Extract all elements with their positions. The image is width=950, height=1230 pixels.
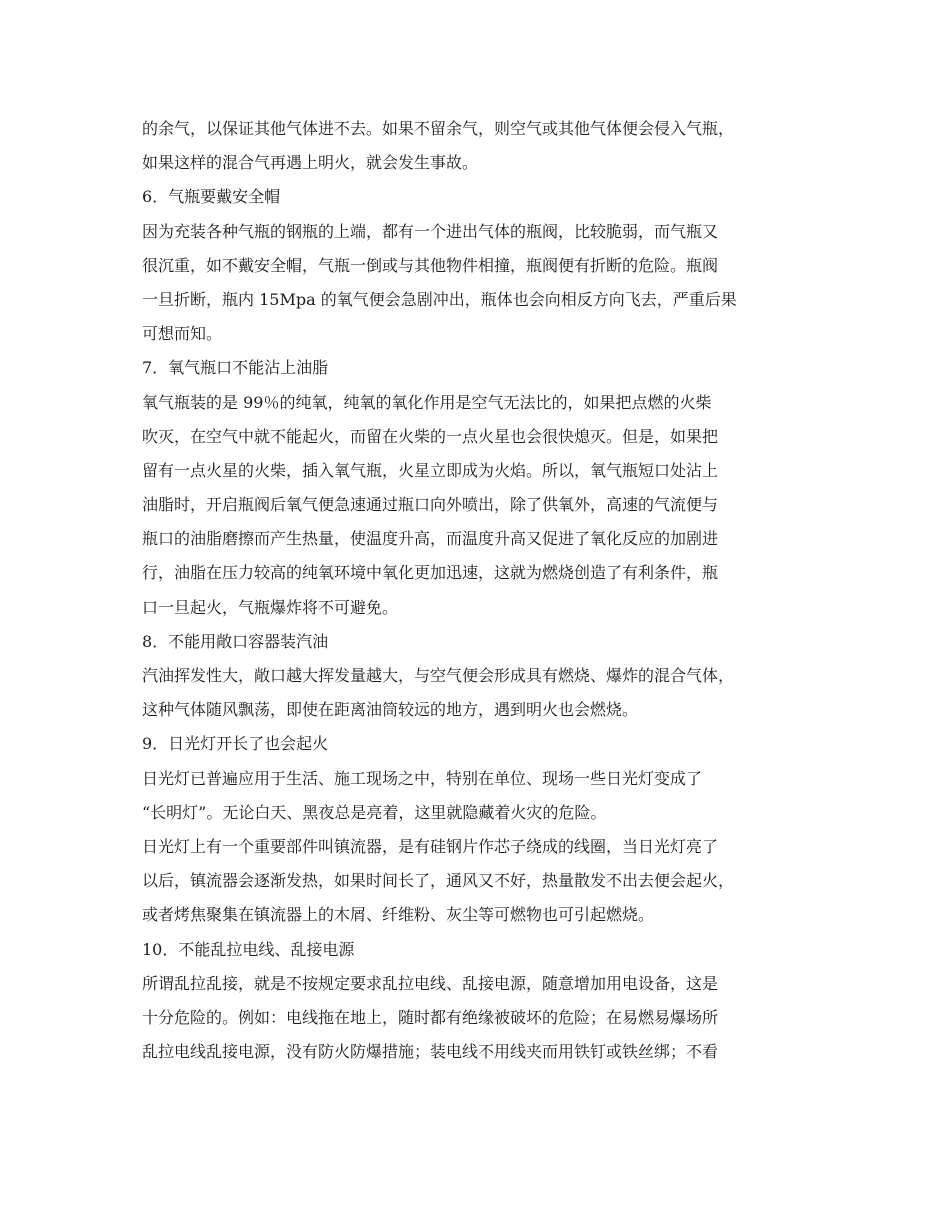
text-line: 行，油脂在压力较高的纯氧环境中氧化更加迅速，这就为燃烧创造了有利条件，瓶 — [142, 563, 719, 583]
section-heading: 10．不能乱拉电线、乱接电源 — [142, 939, 355, 959]
text-line: 油脂时，开启瓶阀后氧气便急速通过瓶口向外喷出，除了供氧外，高速的气流便与 — [142, 495, 719, 515]
text-line: 日光灯上有一个重要部件叫镇流器，是有硅钢片作芯子绕成的线圈，当日光灯亮了 — [142, 836, 719, 856]
text-line: “长明灯”。无论白天、黑夜总是亮着，这里就隐藏着火灾的危险。 — [142, 802, 607, 822]
section-heading: 7．氧气瓶口不能沾上油脂 — [142, 358, 329, 378]
document-page — [142, 112, 822, 1069]
section-heading: 8．不能用敞口容器装汽油 — [142, 631, 329, 651]
text-line: 这种气体随风飘荡，即使在距离油筒较远的地方，遇到明火也会燃烧。 — [142, 700, 639, 720]
text-line: 很沉重，如不戴安全帽，气瓶一倒或与其他物件相撞，瓶阀便有折断的危险。瓶阀 — [142, 255, 719, 275]
text-line: 或者烤焦聚集在镇流器上的木屑、纤维粉、灰尘等可燃物也可引起燃烧。 — [142, 905, 655, 925]
text-line: 口一旦起火，气瓶爆炸将不可避免。 — [142, 597, 399, 617]
text-line: 以后，镇流器会逐渐发热，如果时间长了，通风又不好，热量散发不出去便会起火， — [142, 871, 735, 891]
text-line: 氧气瓶装的是 99％的纯氧，纯氧的氧化作用是空气无法比的，如果把点燃的火柴 — [142, 392, 712, 412]
text-line: 的余气，以保证其他气体进不去。如果不留余气，则空气或其他气体便会侵入气瓶， — [142, 119, 735, 138]
text-line: 所谓乱拉乱接，就是不按规定要求乱拉电线、乱接电源，随意增加用电设备，这是 — [142, 973, 719, 993]
section-heading: 9．日光灯开长了也会起火 — [142, 734, 329, 754]
text-line: 乱拉电线乱接电源，没有防火防爆措施；装电线不用线夹而用铁钉或铁丝绑；不看 — [142, 1042, 719, 1062]
text-line: 留有一点火星的火柴，插入氧气瓶，火星立即成为火焰。所以，氧气瓶短口处沾上 — [142, 460, 719, 480]
text-line: 十分危险的。例如：电线拖在地上，随时都有绝缘被破坏的危险；在易燃易爆场所 — [142, 1007, 719, 1027]
text-line: 日光灯已普遍应用于生活、施工现场之中，特别在单位、现场一些日光灯变成了 — [142, 768, 703, 788]
text-line: 如果这样的混合气再遇上明火，就会发生事故。 — [142, 153, 479, 173]
text-line: 瓶口的油脂磨擦而产生热量，使温度升高，而温度升高又促进了氧化反应的加剧进 — [142, 529, 719, 549]
text-line: 汽油挥发性大，敞口越大挥发量越大，与空气便会形成具有燃烧、爆炸的混合气体， — [142, 666, 735, 685]
text-line: 因为充装各种气瓶的钢瓶的上端，都有一个进出气体的瓶阀，比较脆弱，而气瓶又 — [142, 221, 719, 241]
text-line: 可想而知。 — [142, 324, 223, 344]
section-heading: 6．气瓶要戴安全帽 — [142, 187, 281, 207]
text-line: 吹灭，在空气中就不能起火，而留在火柴的一点火星也会很快熄灭。但是，如果把 — [142, 426, 719, 446]
text-line: 一旦折断，瓶内 15Mpa 的氧气便会急剧冲出，瓶体也会向相反方向飞去，严重后果 — [142, 289, 737, 309]
